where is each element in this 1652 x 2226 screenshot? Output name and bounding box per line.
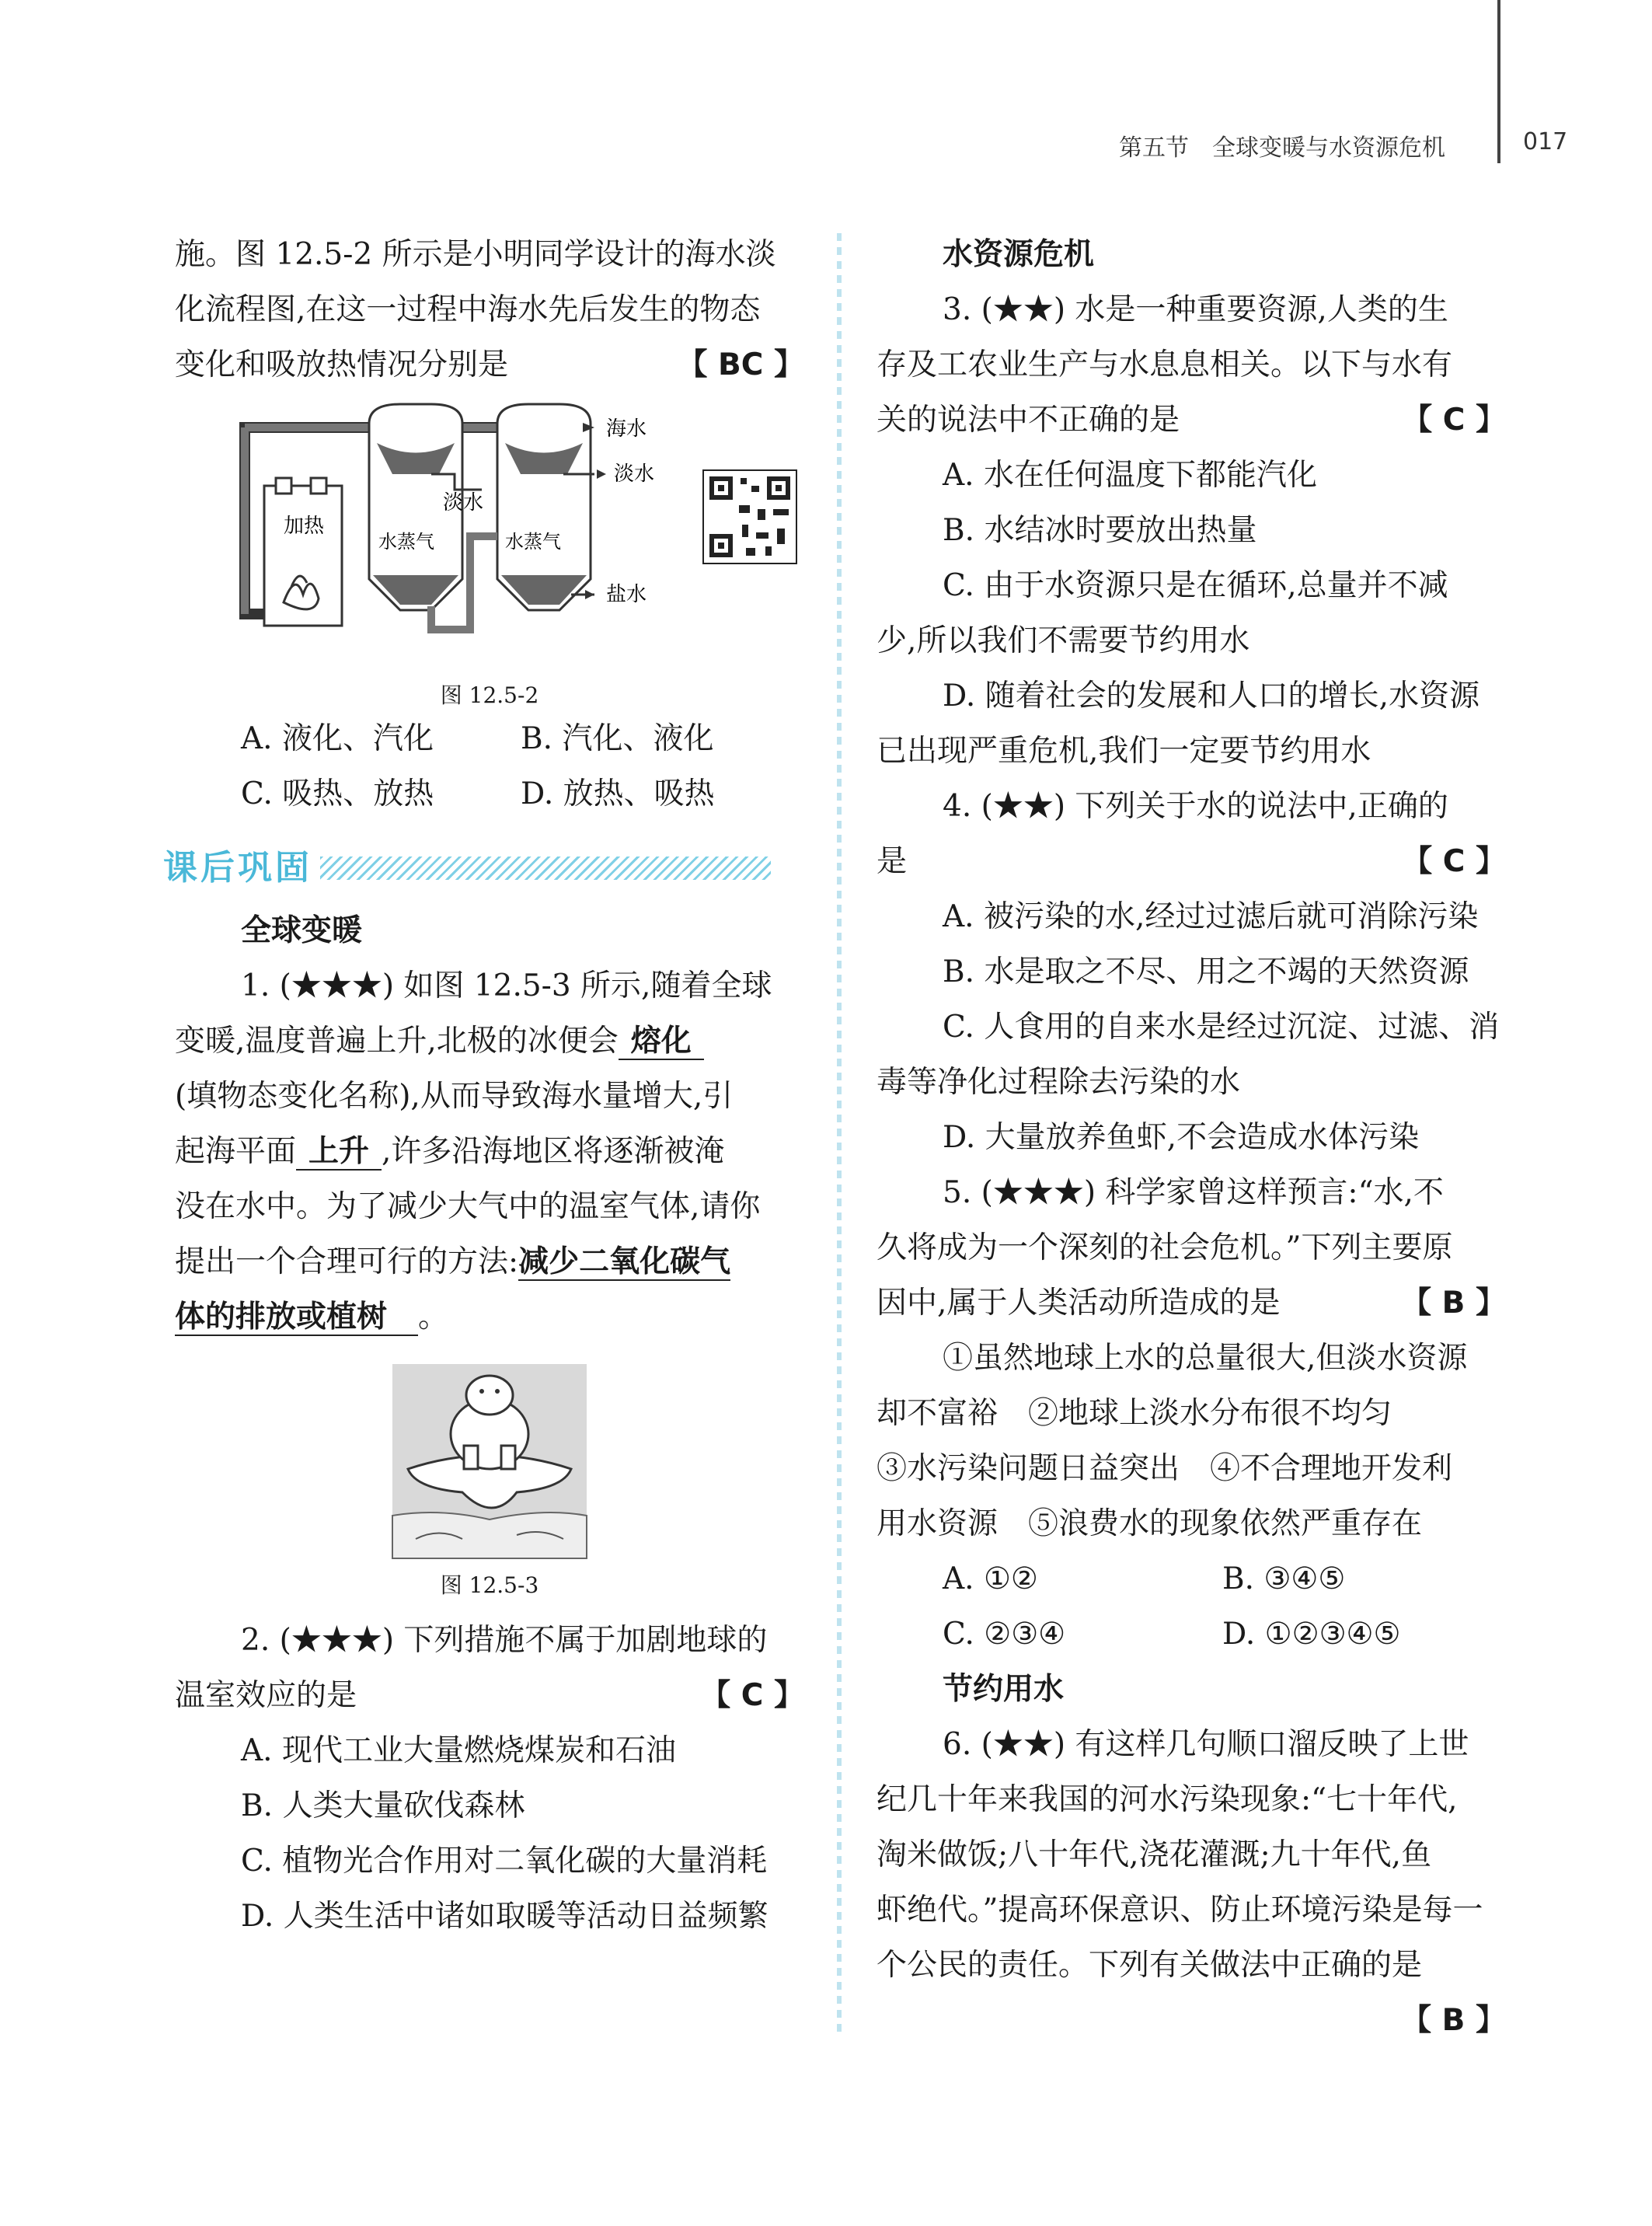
q5-line-2: 久将成为一个深刻的社会危机。”下列主要原 <box>877 1230 1453 1265</box>
q1-line-4: 起海平面 上升 ,许多沿海地区将逐渐被淹 <box>175 1134 725 1169</box>
q5-answer: 【 B 】 <box>1401 1286 1506 1321</box>
q3-option-c: C. 由于水资源只是在循环,总量并不减 <box>943 568 1448 603</box>
q4-option-d: D. 大量放养鱼虾,不会造成水体污染 <box>943 1120 1420 1155</box>
header-rule <box>1497 0 1500 163</box>
q4-answer: 【 C 】 <box>1402 844 1506 879</box>
q4-line-2: 是 【 C 】 <box>877 834 1506 889</box>
q2-line-1: 2. (★★★) 下列措施不属于加剧地球的 <box>241 1623 768 1658</box>
fresh-water-label-outer: 淡水 <box>614 462 655 486</box>
q1-blank-3a: 减少二氧化碳气 <box>518 1244 731 1279</box>
figure-caption-12-5-3: 图 12.5-3 <box>440 1572 539 1598</box>
q4-option-c-cont: 毒等净化过程除去污染的水 <box>877 1065 1241 1100</box>
q1-line-5: 没在水中。为了减少大气中的温室气体,请你 <box>175 1189 761 1224</box>
q5-options-row-1 <box>877 1551 1506 1607</box>
polar-bear-illustration <box>175 1360 804 1562</box>
q6-line-3: 淘米做饭;八十年代,浇花灌溉;九十年代,鱼 <box>877 1837 1432 1872</box>
q1-blank-3b: 体的排放或植树 <box>175 1300 418 1336</box>
q4-line-1: 4. (★★) 下列关于水的说法中,正确的 <box>943 789 1448 824</box>
q5-options-row-2 <box>877 1607 1506 1662</box>
desalination-diagram <box>175 400 804 672</box>
q0-option-c: C. 吸热、放热 <box>241 776 434 811</box>
desalination-figure <box>175 400 804 672</box>
q1-line-2: 变暖,温度普遍上升,北极的冰便会 熔化 <box>175 1014 804 1069</box>
q0-line-3: 变化和吸放热情况分别是 【 BC 】 <box>175 337 804 393</box>
q6-line-4: 虾绝代。”提高环保意识、防止环境污染是每一 <box>877 1893 1483 1928</box>
vapor-label-1: 水蒸气 <box>378 531 434 553</box>
q2-option-a: A. 现代工业大量燃烧煤炭和石油 <box>241 1733 676 1768</box>
q4-option-a: A. 被污染的水,经过过滤后就可消除污染 <box>943 899 1479 934</box>
fresh-water-label-inner: 淡水 <box>443 491 484 515</box>
subheading-global-warming: 全球变暖 <box>241 913 363 948</box>
q0-answer: 【 BC 】 <box>677 347 804 382</box>
q3-line-2: 存及工农业生产与水息息相关。以下与水有 <box>877 347 1453 382</box>
q1-line-1: 1. (★★★) 如图 12.5-3 所示,随着全球 <box>241 968 772 1003</box>
q6-line-1: 6. (★★) 有这样几句顺口溜反映了上世 <box>943 1727 1469 1762</box>
q1-line-3: (填物态变化名称),从而导致海水量增大,引 <box>175 1079 734 1114</box>
polar-bear-figure <box>175 1360 804 1562</box>
q4-option-c: C. 人食用的自来水是经过沉淀、过滤、消 <box>943 1010 1500 1045</box>
heat-label: 加热 <box>284 515 325 538</box>
q5-item-line-3: ③水污染问题日益突出 ④不合理地开发利 <box>877 1451 1453 1486</box>
q2-line-2: 温室效应的是 【 C 】 <box>175 1668 804 1723</box>
q0-option-b: B. 汽化、液化 <box>521 721 714 756</box>
q3-option-b: B. 水结冰时要放出热量 <box>943 513 1257 548</box>
q3-line-3: 关的说法中不正确的是 【 C 】 <box>877 393 1506 448</box>
q5-item-line-4: 用水资源 ⑤浪费水的现象依然严重存在 <box>877 1506 1423 1541</box>
right-column <box>877 227 1506 2048</box>
figure-caption-12-5-2: 图 12.5-2 <box>440 682 539 708</box>
q0-line-2: 化流程图,在这一过程中海水先后发生的物态 <box>175 292 761 327</box>
q2-option-c: C. 植物光合作用对二氧化碳的大量消耗 <box>241 1844 768 1879</box>
q0-options-row-1 <box>175 711 804 766</box>
q1-blank-1: 熔化 <box>619 1024 704 1060</box>
q3-option-c-cont: 少,所以我们不需要节约用水 <box>877 623 1250 658</box>
q1-blank-2: 上升 <box>296 1134 382 1171</box>
q5-line-1: 5. (★★★) 科学家曾这样预言:“水,不 <box>943 1175 1444 1210</box>
brine-label: 盐水 <box>606 583 647 606</box>
q5-item-line-2: 却不富裕 ②地球上淡水分布很不均匀 <box>877 1396 1392 1431</box>
q1-line-6: 提出一个合理可行的方法:减少二氧化碳气 <box>175 1244 731 1279</box>
q6-answer: 【 B 】 <box>1401 2003 1506 2038</box>
q5-option-a: A. ①② <box>943 1561 1038 1596</box>
q5-item-line-1: ①虽然地球上水的总量很大,但淡水资源 <box>943 1341 1468 1376</box>
q6-line-2: 纪几十年来我国的河水污染现象:“七十年代, <box>877 1782 1458 1817</box>
qr-code[interactable] <box>703 470 796 563</box>
q5-line-3: 因中,属于人类活动所造成的是 【 B 】 <box>877 1275 1506 1331</box>
q3-line-1: 3. (★★) 水是一种重要资源,人类的生 <box>943 292 1448 327</box>
seawater-label: 海水 <box>606 417 647 441</box>
vapor-label-2: 水蒸气 <box>505 531 561 553</box>
q3-option-a: A. 水在任何温度下都能汽化 <box>943 458 1317 493</box>
q5-option-d: D. ①②③④⑤ <box>1222 1617 1401 1652</box>
q1-line-7: 体的排放或植树 。 <box>175 1300 449 1335</box>
q2-option-d: D. 人类生活中诸如取暖等活动日益频繁 <box>241 1899 768 1934</box>
subheading-water-saving: 节约用水 <box>943 1672 1065 1707</box>
q2-answer: 【 C 】 <box>700 1678 804 1713</box>
section-heading: 课后巩固 <box>163 845 804 891</box>
q3-option-d-cont: 已出现严重危机,我们一定要节约用水 <box>877 734 1371 769</box>
left-column <box>163 227 804 1944</box>
header-section-title: 第五节 全球变暖与水资源危机 <box>1119 134 1445 162</box>
q0-options-row-2 <box>175 766 804 822</box>
column-divider <box>837 233 842 2036</box>
q6-line-5: 个公民的责任。下列有关做法中正确的是 <box>877 1948 1423 1983</box>
q2-option-b: B. 人类大量砍伐森林 <box>241 1788 525 1823</box>
q5-option-c: C. ②③④ <box>943 1617 1066 1652</box>
q3-option-d: D. 随着社会的发展和人口的增长,水资源 <box>943 679 1480 714</box>
q4-option-b: B. 水是取之不尽、用之不竭的天然资源 <box>943 954 1469 989</box>
q0-line-1: 施。图 12.5-2 所示是小明同学设计的海水淡 <box>175 237 776 272</box>
q0-option-d: D. 放热、吸热 <box>521 776 715 811</box>
q0-option-a: A. 液化、汽化 <box>241 721 434 756</box>
q5-option-b: B. ③④⑤ <box>1222 1561 1346 1596</box>
q3-answer: 【 C 】 <box>1402 403 1506 438</box>
section-heading-hatch <box>320 857 771 880</box>
subheading-water-crisis: 水资源危机 <box>943 237 1095 272</box>
page-number: 017 <box>1523 128 1568 155</box>
